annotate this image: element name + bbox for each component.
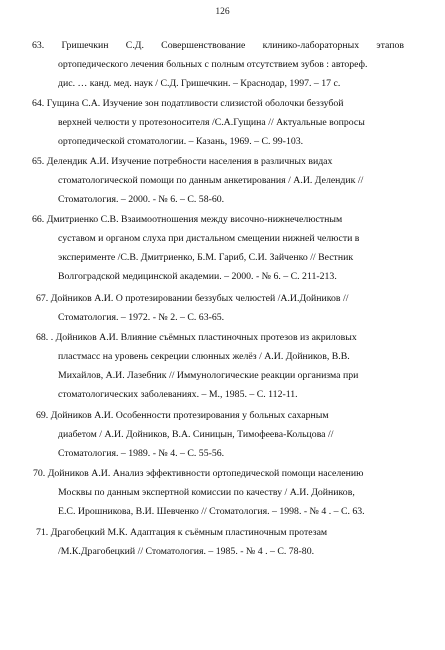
reference-line: Е.С. Ирошникова, В.И. Шевченко // Стоматология. – 1998. - № 4 . – С. 63. xyxy=(58,506,365,517)
reference-line: Волгоградской медицинской академии. – 2000. - № 6. – С. 211-213. xyxy=(58,271,337,282)
reference-number: 67. xyxy=(36,293,49,304)
reference-number: 65. xyxy=(32,156,45,167)
reference-line: эксперименте /С.В. Дмитриенко, Б.М. Гариб, С.И. Зайченко // Вестник xyxy=(58,252,354,263)
reference-line: пластмасс на уровень секреции слюнных желёз / А.И. Дойников, В.В. xyxy=(58,351,350,362)
reference-line: 63. Гришечкин С.Д. Совершенствование клинико-лабораторных этапов xyxy=(32,40,405,51)
reference-line: суставом и органом слуха при дистальном смещении нижней челюсти в xyxy=(58,233,360,244)
reference-line: 64. Гущина С.А. Изучение зон податливости слизистой оболочки беззубой xyxy=(32,98,344,109)
reference-67 xyxy=(36,289,348,327)
page-number: 126 xyxy=(215,7,230,17)
reference-line: Москвы по данным экспертной комиссии по качеству / А.И. Дойников, xyxy=(58,487,355,498)
reference-number: 66. xyxy=(32,214,45,225)
reference-line: 68. . Дойников А.И. Влияние съёмных пластиночных протезов из акриловых xyxy=(36,332,357,343)
reference-line: стоматологической помощи по данным анкетирования / А.И. Делендик // xyxy=(58,175,364,186)
reference-line: Стоматология. – 1989. - № 4. – С. 55-56. xyxy=(58,448,225,459)
reference-number: 71. xyxy=(36,527,49,538)
reference-number: 63. xyxy=(32,40,45,51)
reference-line: /М.К.Драгобецкий // Стоматология. – 1985. - № 4 . – С. 78-80. xyxy=(58,546,315,557)
reference-line: дис. … канд. мед. наук / С.Д. Гришечкин. – Краснодар, 1997. – 17 с. xyxy=(58,78,341,89)
reference-65 xyxy=(32,152,363,209)
reference-63 xyxy=(32,36,404,93)
reference-70 xyxy=(33,464,365,521)
reference-line: 69. Дойников А.И. Особенности протезирования у больных сахарным xyxy=(36,410,329,421)
reference-64 xyxy=(32,94,365,151)
reference-line: Михайлов, А.И. Лазебник // Иммунологические реакции организма при xyxy=(58,370,359,381)
reference-line: 70. Дойников А.И. Анализ эффективности ортопедической помощи населению xyxy=(33,468,364,479)
reference-line: 65. Делендик А.И. Изучение потребности населения в различных видах xyxy=(32,156,333,167)
reference-71 xyxy=(36,523,327,561)
reference-number: 70. xyxy=(33,468,46,479)
reference-69 xyxy=(36,406,333,463)
reference-line: диабетом / А.И. Дойников, В.А. Синицын, Тимофеева-Кольцова // xyxy=(58,429,334,440)
reference-66 xyxy=(32,210,359,286)
reference-68 xyxy=(36,328,358,404)
reference-line: ортопедического лечения больных с полным отсутствием зубов : автореф. xyxy=(58,59,368,70)
reference-line: Стоматология. – 1972. - № 2. – С. 63-65. xyxy=(58,312,225,323)
reference-line: 66. Дмитриенко С.В. Взаимоотношения между височно-нижнечелюстным xyxy=(32,214,343,225)
reference-line: верхней челюсти у протезоносителя /С.А.Гущина // Актуальные вопросы xyxy=(58,117,365,128)
reference-line: 71. Драгобецкий М.К. Адаптация к съёмным пластиночным протезам xyxy=(36,527,328,538)
reference-line: Стоматология. – 2000. - № 6. – С. 58-60. xyxy=(58,194,225,205)
reference-number: 64. xyxy=(32,98,45,109)
reference-line: стоматологических заболеваниях. – М., 1985. – С. 112-11. xyxy=(58,389,298,400)
reference-number: 69. xyxy=(36,410,49,421)
reference-line: 67. Дойников А.И. О протезировании беззубых челюстей /А.И.Дойников // xyxy=(36,293,349,304)
reference-number: 68. xyxy=(36,332,49,343)
reference-line: ортопедической стоматологии. – Казань, 1969. – С. 99-103. xyxy=(58,136,304,147)
